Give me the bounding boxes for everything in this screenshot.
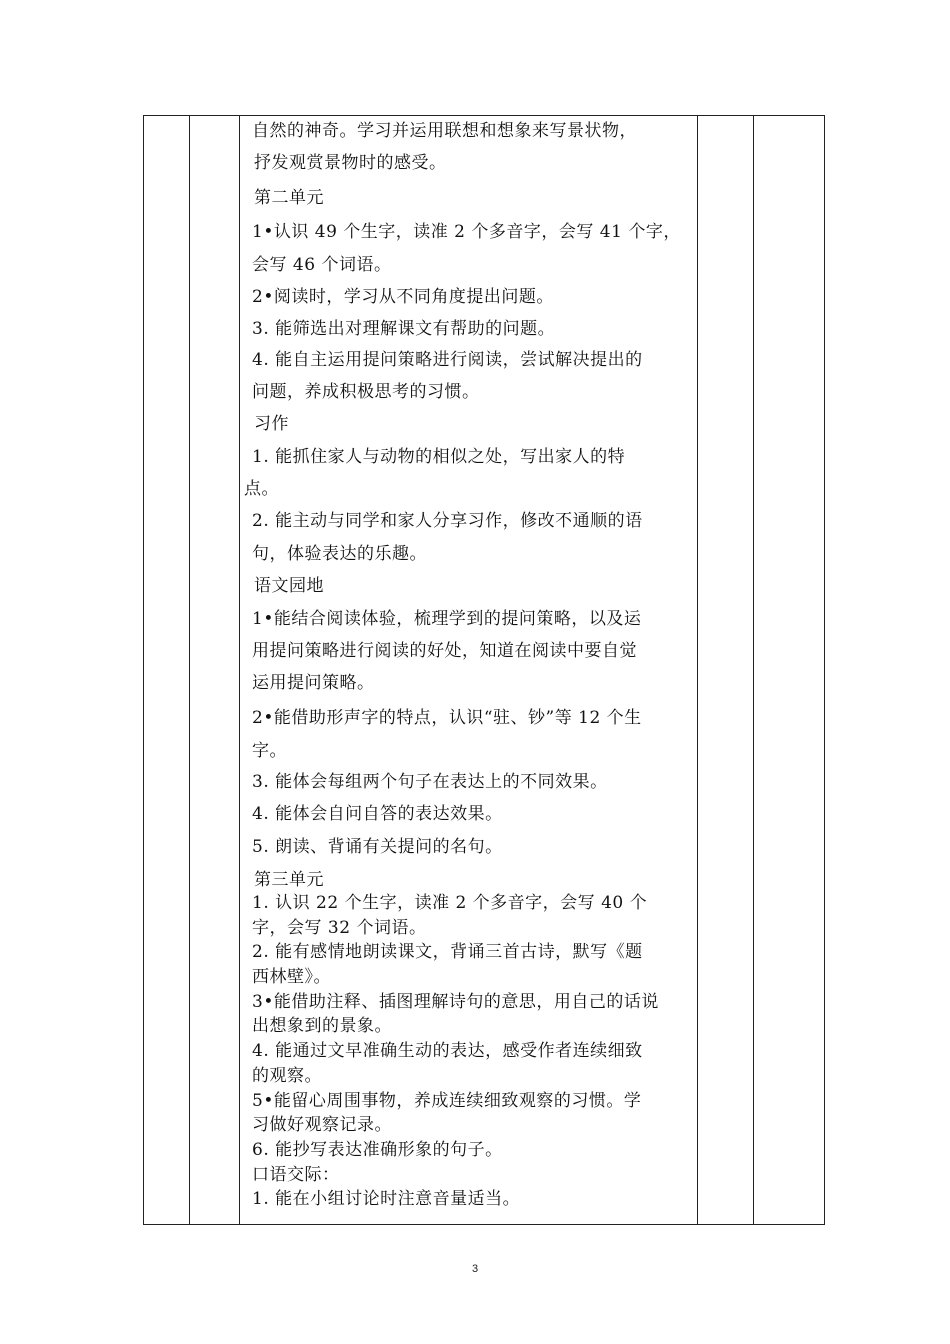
page-number: 3 [471,1263,479,1275]
text-line: 的观察。 [252,1066,322,1086]
text-line: 习做好观察记录。 [252,1115,392,1135]
text-line: 会写 46 个词语。 [252,255,392,275]
text-line: 字。 [252,741,287,761]
text-line: 1. 能在小组讨论时注意音量适当。 [252,1189,521,1209]
text-line: 2. 能有感情地朗读课文，背诵三首古诗，默写《题 [252,942,643,962]
objectives-cell [244,118,698,1224]
section-heading: 习作 [254,414,289,434]
text-line: 3•能借助注释、插图理解诗句的意思，用自己的话说 [252,992,659,1012]
text-line: 1•认识 49 个生字，读准 2 个多音字，会写 41 个字， [252,222,681,242]
text-line: 句，体验表达的乐趣。 [252,544,427,564]
text-line: 自然的神奇。学习并运用联想和想象来写景状物， [252,121,637,141]
section-heading: 语文园地 [254,576,324,596]
text-line: 5. 朗读、背诵有关提问的名句。 [252,837,503,857]
section-heading: 第二单元 [254,188,324,208]
text-line: 4. 能体会自问自答的表达效果。 [252,804,503,824]
text-line: 5•能留心周围事物，养成连续细致观察的习惯。学 [252,1091,642,1111]
text-line: 出想象到的景象。 [252,1016,392,1036]
text-line: 2•阅读时，学习从不同角度提出问题。 [252,287,554,307]
text-line: 问题，养成积极思考的习惯。 [252,382,480,402]
text-line: 4. 能自主运用提问策略进行阅读，尝试解决提出的 [252,350,643,370]
text-line: 用提问策略进行阅读的好处，知道在阅读中要自觉 [252,641,637,661]
text-line: 3. 能体会每组两个句子在表达上的不同效果。 [252,772,608,792]
text-line: 点。 [244,479,279,499]
text-line: 抒发观赏景物时的感受。 [254,153,447,173]
text-line: 西林壁》。 [252,967,331,987]
section-heading: 口语交际： [252,1165,340,1185]
text-line: 字，会写 32 个词语。 [252,918,427,938]
text-line: 3. 能筛选出对理解课文有帮助的问题。 [252,319,556,339]
text-line: 1. 能抓住家人与动物的相似之处，写出家人的特 [252,447,626,467]
text-line: 1. 认识 22 个生字，读准 2 个多音字，会写 40 个 [252,893,648,913]
text-line: 2•能借助形声字的特点，认识“驻、钞”等 12 个生 [252,708,642,728]
section-heading: 第三单元 [254,870,324,890]
text-line: 4. 能通过文早准确生动的表达，感受作者连续细致 [252,1041,643,1061]
text-line: 运用提问策略。 [252,673,375,693]
text-line: 6. 能抄写表达准确形象的句子。 [252,1140,503,1160]
column-divider [753,116,754,1224]
text-line: 2. 能主动与同学和家人分享习作，修改不通顺的语 [252,511,643,531]
column-divider [239,116,240,1224]
column-divider [189,116,190,1224]
text-line: 1•能结合阅读体验，梳理学到的提问策略，以及运 [252,609,642,629]
